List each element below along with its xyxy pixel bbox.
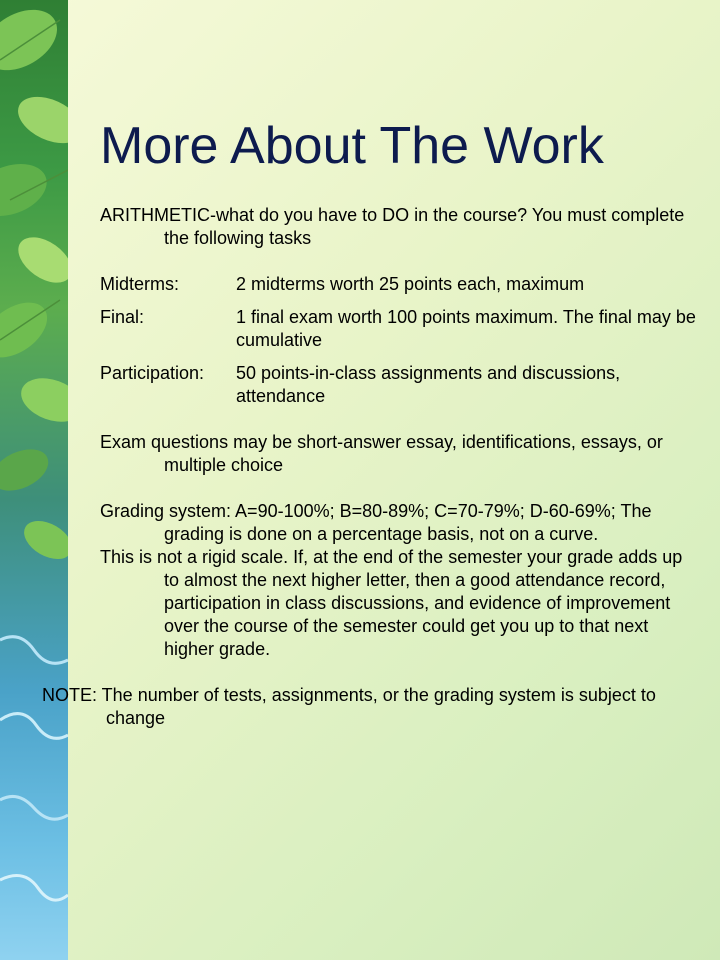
leaf-water-decoration [0,0,68,960]
grading-system-paragraph: Grading system: A=90-100%; B=80-89%; C=70-79%; D-60-69%; The grading is done on a percentage basis, not on a curve. [100,501,652,544]
slide-body [42,204,700,730]
intro-paragraph: ARITHMETIC-what do you have to DO in the course? You must complete the following tasks [100,205,685,248]
task-text: 2 midterms worth 25 points each, maximum [236,274,585,294]
exam-questions-paragraph: Exam questions may be short-answer essay, identifications, essays, or multiple choice [100,432,663,475]
task-label: Midterms: [100,274,180,294]
task-row-participation [100,362,700,408]
scale-note-paragraph: This is not a rigid scale. If, at the end of the semester your grade adds up to almost the next higher letter, then a good attendance record, participation in class discussions, and evidence of improvement over the course of the semester could get you up to that next higher grade. [100,547,683,659]
leaves-image [0,0,68,960]
task-label: Final: [100,307,145,327]
slide-title: More About The Work [100,117,604,175]
task-row-midterms [100,273,700,296]
task-row-final [100,306,700,352]
task-label: Participation: [100,363,205,383]
task-text: 1 final exam worth 100 points maximum. The final may be cumulative [236,307,696,350]
task-text: 50 points-in-class assignments and discussions, attendance [236,363,621,406]
note-paragraph: NOTE: The number of tests, assignments, or the grading system is subject to change [42,685,656,728]
